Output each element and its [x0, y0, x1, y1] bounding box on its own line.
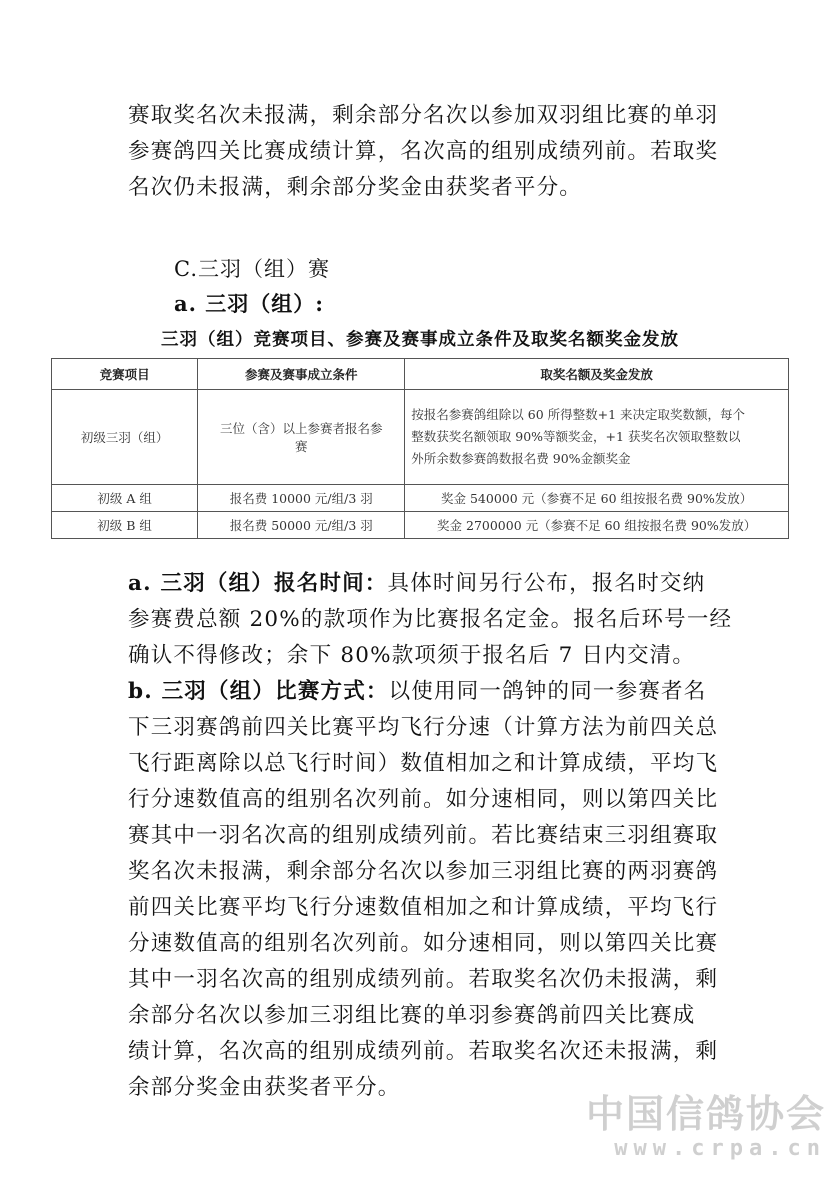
- table-header-row: [52, 359, 789, 390]
- method-line: 赛其中一羽名次高的组别成绩列前。若比赛结束三羽组赛取: [128, 823, 719, 848]
- method-first-text: 以使用同一鸽钟的同一参赛者名: [388, 679, 707, 704]
- method-paragraph: [128, 674, 728, 1106]
- cell-item: 初级三羽（组）: [52, 390, 198, 485]
- table-row: [52, 485, 789, 512]
- cell-prize: 奖金 540000 元（参赛不足 60 组按报名费 90%发放）: [405, 485, 789, 512]
- cell-condition-line: 赛: [294, 439, 308, 454]
- registration-first-line: [128, 566, 728, 602]
- method-line: 绩计算，名次高的组别成绩列前。若取奖名次还未报满，剩: [128, 1039, 719, 1064]
- cell-condition: 报名费 10000 元/组/3 羽: [198, 485, 405, 512]
- section-c-heading: C.三羽（组）赛: [174, 257, 330, 281]
- cell-item: 初级 B 组: [52, 512, 198, 539]
- method-first-line: [128, 674, 728, 710]
- method-line: 下三羽赛鸽前四关比赛平均飞行分速（计算方法为前四关总: [128, 715, 719, 740]
- method-line: 分速数值高的组别名次列前。如分速相同，则以第四关比赛: [128, 931, 719, 956]
- header-condition: 参赛及赛事成立条件: [198, 359, 405, 390]
- section-a-heading: a. 三羽（组）:: [174, 291, 324, 316]
- watermark-name: 中国信鸽协会: [585, 1092, 826, 1136]
- cell-prize: 奖金 2700000 元（参赛不足 60 组按报名费 90%发放）: [405, 512, 789, 539]
- method-line: 余部分名次以参加三羽组比赛的单羽参赛鸽前四关比赛成: [128, 1003, 696, 1028]
- intro-paragraph: [128, 98, 728, 206]
- method-line: 奖名次未报满，剩余部分名次以参加三羽组比赛的两羽赛鸽: [128, 859, 719, 884]
- registration-line: 确认不得修改；余下 80%款项须于报名后 7 日内交清。: [128, 643, 696, 668]
- table-row: [52, 512, 789, 539]
- method-line: 行分速数值高的组别名次列前。如分速相同，则以第四关比: [128, 787, 719, 812]
- method-line: 余部分奖金由获奖者平分。: [128, 1075, 401, 1100]
- intro-line: 赛取奖名次未报满，剩余部分名次以参加双羽组比赛的单羽: [128, 103, 719, 128]
- table-row: [52, 390, 789, 485]
- method-line: 前四关比赛平均飞行分速数值相加之和计算成绩，平均飞行: [128, 895, 719, 920]
- cell-item: 初级 A 组: [52, 485, 198, 512]
- method-lead: b. 三羽（组）比赛方式：: [128, 679, 389, 704]
- header-prize: 取奖名额及奖金发放: [405, 359, 789, 390]
- prize-table: [51, 358, 789, 539]
- registration-paragraph: [128, 566, 733, 674]
- registration-line: 参赛费总额 20%的款项作为比赛报名定金。报名后环号一经: [128, 607, 733, 632]
- intro-line: 名次仍未报满，剩余部分奖金由获奖者平分。: [128, 175, 583, 200]
- cell-condition-line: 三位（含）以上参赛者报名参: [219, 421, 383, 436]
- method-line: 其中一羽名次高的组别成绩列前。若取奖名次仍未报满，剩: [128, 967, 719, 992]
- cell-condition: 报名费 50000 元/组/3 羽: [198, 512, 405, 539]
- cell-prize-line: 整数获奖名额领取 90%等额奖金，+1 获奖名次领取整数以: [411, 429, 741, 444]
- watermark-url: www.crpa.cn: [614, 1136, 826, 1161]
- registration-lead: a. 三羽（组）报名时间：: [128, 571, 388, 596]
- cell-condition: [198, 390, 405, 485]
- cell-prize-line: 按报名参赛鸽组除以 60 所得整数+1 来决定取奖数额，每个: [411, 407, 746, 422]
- site-watermark: [586, 1092, 826, 1161]
- header-item: 竞赛项目: [52, 359, 198, 390]
- registration-first-text: 具体时间另行公布，报名时交纳: [387, 571, 706, 596]
- cell-prize: [405, 390, 789, 485]
- cell-prize-line: 外所余数参赛鸽数报名费 90%金额奖金: [411, 451, 631, 466]
- intro-line: 参赛鸽四关比赛成绩计算，名次高的组别成绩列前。若取奖: [128, 139, 719, 164]
- table-title: 三羽（组）竞赛项目、参赛及赛事成立条件及取奖名额奖金发放: [161, 330, 679, 350]
- method-line: 飞行距离除以总飞行时间）数值相加之和计算成绩，平均飞: [128, 751, 719, 776]
